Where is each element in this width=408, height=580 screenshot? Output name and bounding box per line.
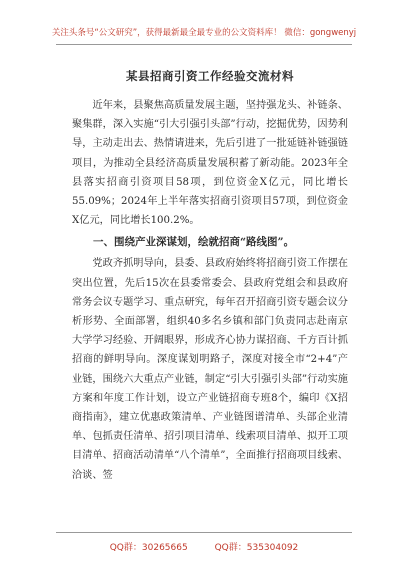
- section-1-paragraph: 党政齐抓明导向，县委、县政府始终将招商引资工作摆在突出位置，先后15次在县委常委会、县政府党组会和县政府常务会议专题学习、重点研究，每年召开招商引资专题会议分析形势、全面部署，组织40多名乡镇和部门负责同志赴南京大学学习经验、开阔眼界，形成齐心协力谋招商、千方百计抓招商的鲜明导向。深度谋划明路子，深度对接全市“2+4”产业链，围绕六大重点产业链，制定“引大引强引头部”行动实施方案和年度工作计划，设立产业链招商专班8个，编印《X招商指南》，建立优惠政策清单、产业链图谱清单、头部企业清单、包抓责任清单、招引项目清单、线索项目清单、拟开工项目清单、招商活动清单“八个清单”，全面推行招商项目线索、洽谈、签: [72, 258, 348, 481]
- document-title: 某县招商引资工作经验交流材料: [126, 69, 294, 83]
- header-banner-text: 关注头条号“公文研究”，获得最新最全最专业的公文资料库！ 微信：gongwenyj: [51, 28, 357, 38]
- section-heading-1: 一、围绕产业深谋划，绘就招商“路线图”。: [93, 236, 295, 249]
- page-header: [0, 0, 408, 38]
- intro-paragraph: 近年来，县聚焦高质量发展主题，坚持强龙头、补链条、聚集群，深入实施“引大引强引头部”行动，挖掘优势，因势利导，主动走出去、热情请进来，先后引进了一批延链补链强链项目，为推动全县经济高质量发展积蓄了新动能。2023年全县落实招商引资项目58项，到位资金X亿元，同比增长55.09%；2024年上半年落实招商引资项目57项，到位资金X亿元，同比增长100.2%。: [72, 100, 348, 227]
- footer-qq-group-2: QQ群：535304092: [214, 543, 299, 553]
- header-divider: [56, 44, 352, 45]
- footer-divider: [56, 532, 352, 533]
- footer-contacts: [0, 540, 408, 553]
- footer-qq-group-1: QQ群：30265665: [109, 543, 188, 553]
- document-body: [72, 62, 348, 485]
